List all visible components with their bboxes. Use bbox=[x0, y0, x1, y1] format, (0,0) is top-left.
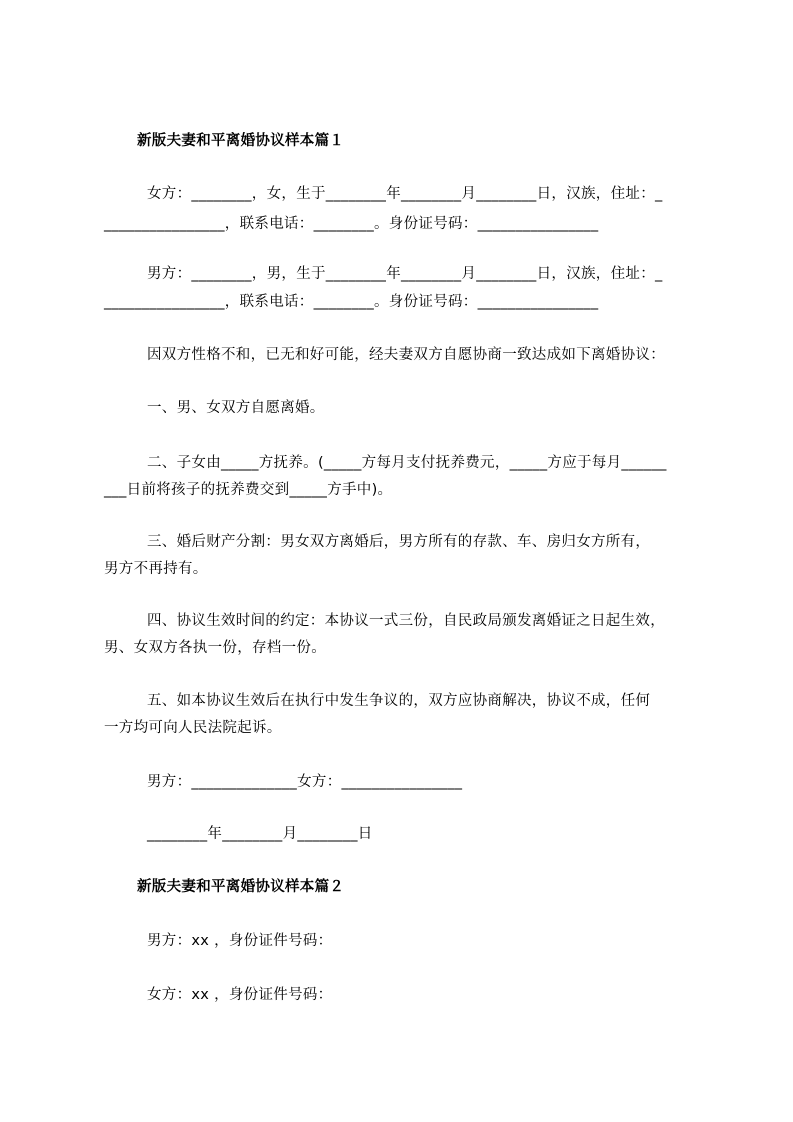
intro-paragraph: 因双方性格不和，已无和好可能，经夫妻双方自愿协商一致达成如下离婚协议： bbox=[147, 347, 665, 363]
signature-line: 男方：______________女方：________________ bbox=[147, 774, 463, 790]
clause-2-line-1: 二、子女由_____方抚养。(_____方每月支付抚养费元，_____方应于每月______ bbox=[147, 455, 667, 471]
clause-3-line-1: 三、婚后财产分割：男女双方离婚后，男方所有的存款、车、房归女方所有， bbox=[147, 534, 651, 550]
clause-4-line-2: 男、女双方各执一份，存档一份。 bbox=[104, 640, 326, 656]
section-title-1: 新版夫妻和平离婚协议样本篇１ bbox=[137, 133, 345, 149]
date-line: ________年________月________日 bbox=[147, 826, 373, 842]
clause-4-line-1: 四、协议生效时间的约定：本协议一式三份，自民政局颁发离婚证之日起生效， bbox=[147, 613, 665, 629]
clause-5-line-2: 一方均可向人民法院起诉。 bbox=[104, 720, 282, 736]
female-party-line-1: 女方：________，女，生于________年________月________日，汉族，住址：_ bbox=[147, 186, 663, 202]
section-title-2: 新版夫妻和平离婚协议样本篇２ bbox=[137, 879, 345, 895]
male-party-id-line: 男方：xx ，身份证件号码： bbox=[147, 933, 333, 949]
clause-3-line-2: 男方不再持有。 bbox=[104, 561, 208, 577]
female-party-line-2: ________________，联系电话：________。身份证号码：________________ bbox=[104, 216, 599, 232]
clause-5-line-1: 五、如本协议生效后在执行中发生争议的，双方应协商解决，协议不成，任何 bbox=[147, 693, 651, 709]
clause-2-line-2: ___日前将孩子的抚养费交到_____方手中)。 bbox=[104, 482, 393, 498]
female-party-id-line: 女方：xx ，身份证件号码： bbox=[147, 987, 333, 1003]
male-party-line-1: 男方：________，男，生于________年________月________日，汉族，住址：_ bbox=[147, 266, 663, 282]
male-party-line-2: ________________，联系电话：________。身份证号码：________________ bbox=[104, 294, 599, 310]
clause-1: 一、男、女双方自愿离婚。 bbox=[147, 400, 325, 416]
